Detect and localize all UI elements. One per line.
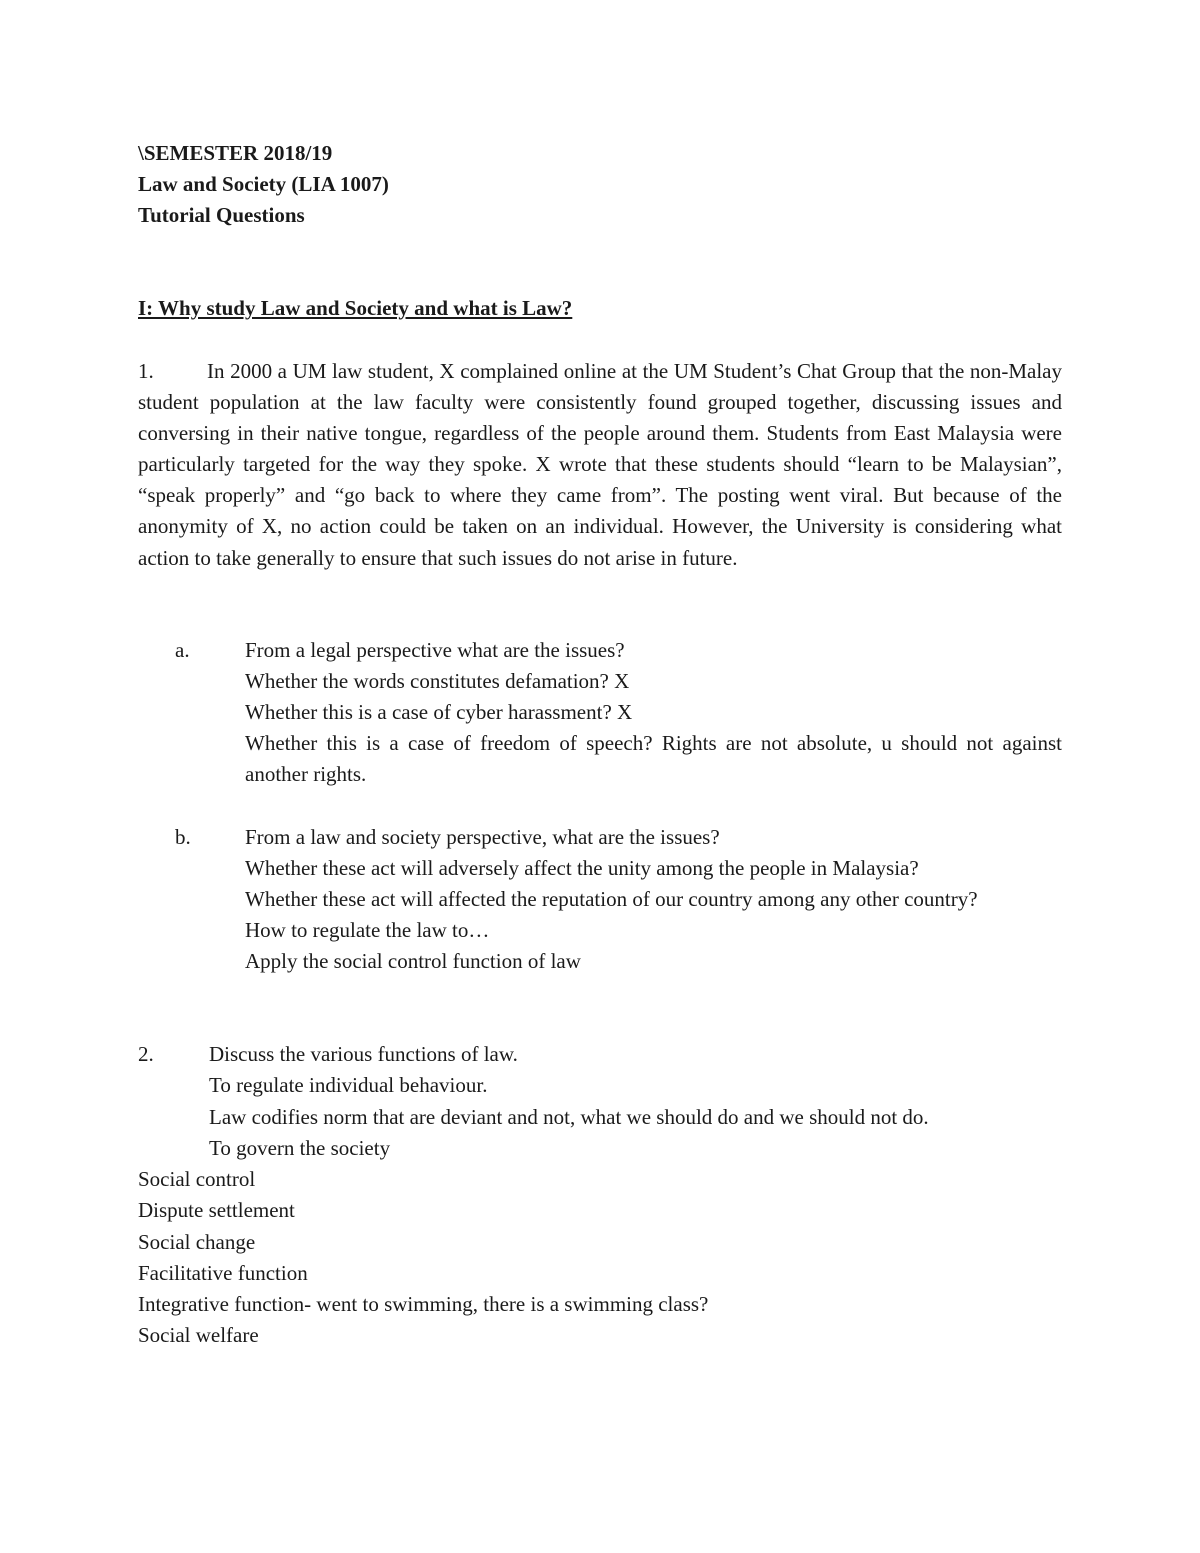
document-type: Tutorial Questions <box>138 203 305 227</box>
question-2-number: 2. <box>138 1042 154 1066</box>
part-b-lines <box>245 822 1062 977</box>
question-1-text <box>138 356 1062 574</box>
document-page <box>138 0 1062 1553</box>
part-b-letter: b. <box>175 825 191 849</box>
list-item: Facilitative function <box>138 1260 308 1285</box>
part-b-answer: Apply the social control function of law <box>245 949 581 973</box>
part-a-question: From a legal perspective what are the issues? <box>245 638 625 662</box>
question-2-text: Discuss the various functions of law. <box>209 1042 518 1066</box>
list-item: Integrative function- went to swimming, there is a swimming class? <box>138 1292 709 1317</box>
law-functions-list <box>138 1164 1062 1352</box>
part-a-lines <box>245 635 1062 790</box>
part-b-answer: Whether these act will affected the reputation of our country among any other country? <box>245 887 978 911</box>
question-2-note: To govern the society <box>209 1135 391 1160</box>
list-item: Social welfare <box>138 1323 259 1348</box>
part-b-answer: How to regulate the law to… <box>245 918 490 942</box>
part-b-answer: Whether these act will adversely affect the unity among the people in Malaysia? <box>245 856 919 880</box>
part-a-answer: Whether the words constitutes defamation? X <box>245 669 630 693</box>
question-1-scenario: In 2000 a UM law student, X complained online at the UM Student’s Chat Group that the non-Malay student population at the law faculty were consistently found grouped together, discussing issues and conversing in their native tongue, regardless of the people around them. Students from East Malaysia were particularly targeted for the way they spoke. X wrote that these students should “learn to be Malaysian”, “speak properly” and “go back to where they came from”. The posting went viral. But because of the anonymity of X, no action could be taken on an individual. However, the University is considering what action to take generally to ensure that such issues do not arise in future. <box>138 359 1062 570</box>
section-heading: I: Why study Law and Society and what is Law? <box>138 296 573 320</box>
list-item: Social change <box>138 1229 256 1254</box>
list-item: Dispute settlement <box>138 1198 295 1223</box>
semester-label: \SEMESTER 2018/19 <box>138 141 333 165</box>
part-a-letter: a. <box>175 638 190 662</box>
question-2-note: To regulate individual behaviour. <box>209 1073 488 1098</box>
part-a-answer: Whether this is a case of freedom of speech? Rights are not absolute, u should not against another rights. <box>245 731 1062 786</box>
list-item: Social control <box>138 1167 256 1191</box>
part-b-question: From a law and society perspective, what are the issues? <box>245 825 720 849</box>
course-title: Law and Society (LIA 1007) <box>138 172 389 196</box>
question-1-number: 1. <box>138 359 154 383</box>
part-a-answer: Whether this is a case of cyber harassment? X <box>245 700 633 724</box>
question-2-lines <box>209 1039 1062 1164</box>
question-2-note: Law codifies norm that are deviant and not, what we should do and we should not do. <box>209 1104 929 1129</box>
